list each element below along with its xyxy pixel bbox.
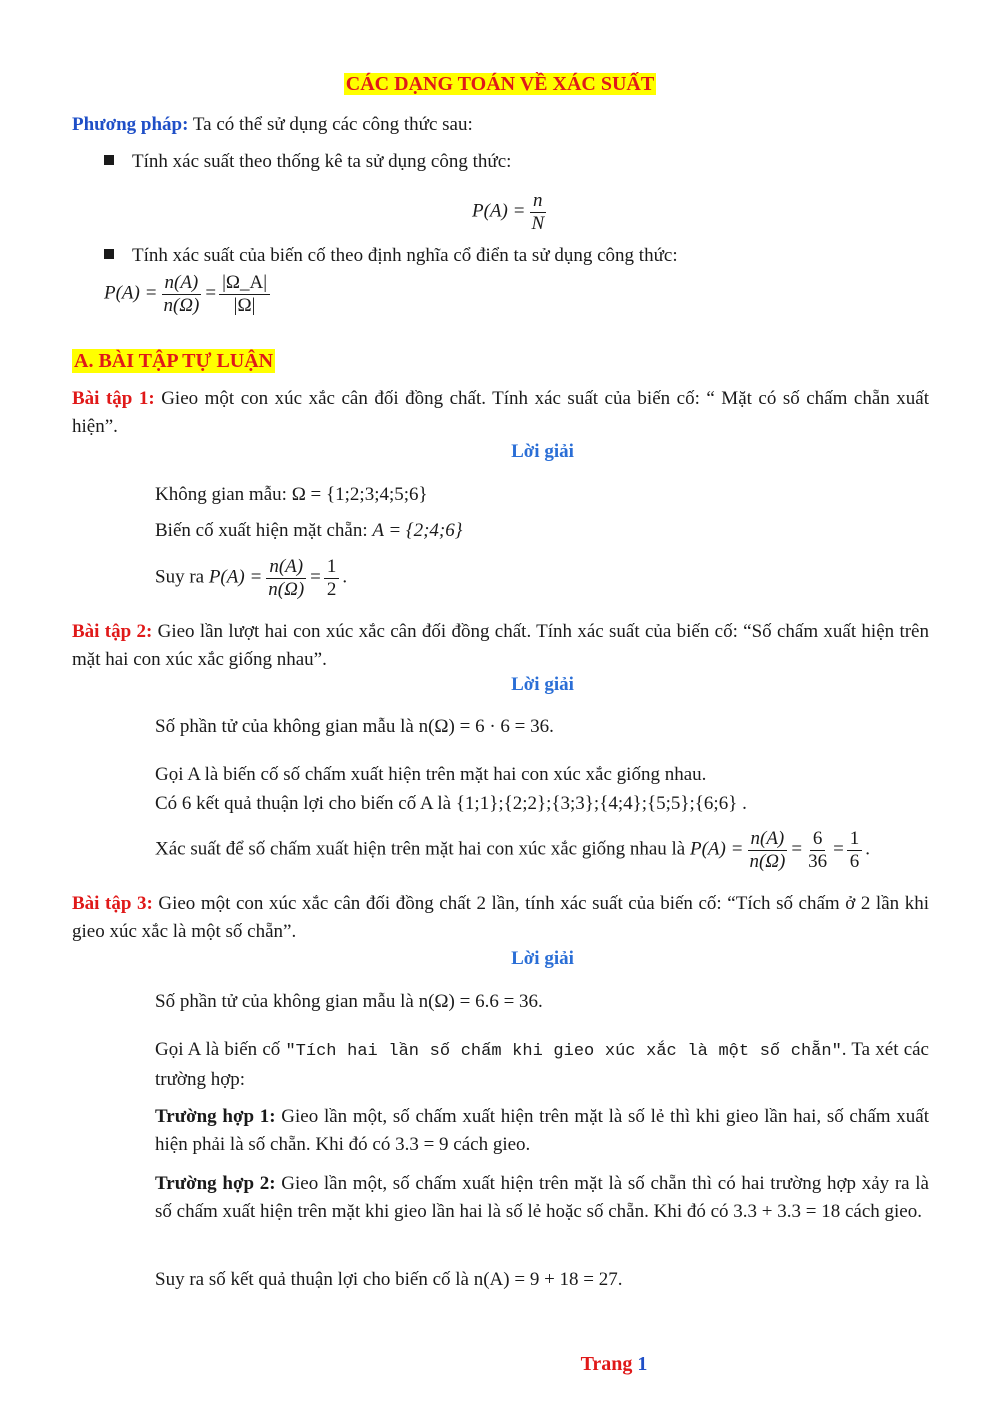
ex1-line-1-math: Ω = {1;2;3;4;5;6} (291, 484, 428, 505)
bullet-square-icon (104, 155, 114, 165)
formula-2-frac-2 (219, 272, 270, 317)
ex2-line-1-math: n(Ω) = 6 · 6 = 36. (418, 716, 554, 737)
ex2-text: Gieo lần lượt hai con xúc xắc cân đối đồng chất. Tính xác suất của biến cố: “Số chấm xuất hiện trên mặt hai con xúc xắc giống nhau”. (72, 621, 929, 670)
ex2-eq-2: = (833, 838, 844, 860)
ex3-line-2 (155, 1036, 929, 1094)
ex3-line-2-a: Gọi A là biến cố (155, 1039, 286, 1060)
ex1-line-3-text: Suy ra (155, 566, 209, 588)
ex1-solution-heading: Lời giải (511, 441, 574, 462)
ex2-line-1-text: Số phần tử của không gian mẫu là (155, 716, 419, 737)
ex1-line-2-text: Biến cố xuất hiện mặt chẵn: (155, 520, 373, 541)
ex3-line-last-math: n(A) = 9 + 18 = 27. (473, 1269, 623, 1290)
method-text: Ta có thể sử dụng các công thức sau: (188, 114, 473, 135)
ex3-line-1-text: Số phần tử của không gian mẫu là (155, 991, 419, 1012)
ex2-line-4 (155, 828, 870, 873)
ex2-line-3-text: Có 6 kết quả thuận lợi cho biến cố A là (155, 793, 456, 814)
ex3-line-1 (155, 991, 543, 1014)
formula-1-lhs: P(A) = (472, 200, 526, 222)
ex2-frac-3 (847, 828, 863, 873)
footer-page-number: 1 (637, 1353, 648, 1375)
ex1-text: Gieo một con xúc xắc cân đối đồng chất. Tính xác suất của biến cố: “ Mặt có số chấm chẵn xuất hiện”. (72, 388, 929, 437)
footer-label: Trang (580, 1353, 633, 1375)
bullet-2-text: Tính xác suất của biến cố theo định nghĩa cổ điển ta sử dụng công thức: (132, 245, 678, 266)
bullet-1-text: Tính xác suất theo thống kê ta sử dụng công thức: (132, 151, 512, 172)
formula-1 (472, 190, 550, 235)
ex2-statement (72, 618, 929, 674)
formula-2-den-1: n(Ω) (163, 294, 200, 316)
ex2-frac-1-num: n(A) (748, 828, 788, 851)
ex2-line-4-text: Xác suất để số chấm xuất hiện trên mặt hai con xúc xắc giống nhau là (155, 838, 690, 860)
formula-2-lhs: P(A) = (104, 282, 158, 304)
ex2-line-4-lhs: P(A) = (690, 838, 744, 860)
ex3-case-2-text: Gieo lần một, số chấm xuất hiện trên mặt là số chẵn thì có hai trường hợp xảy ra là số chấm xuất hiện trên mặt khi gieo lần hai là số lẻ hoặc số chẵn. Khi đó có 3.3 + 3.3 = 18 cách gieo. (155, 1173, 929, 1222)
ex1-label: Bài tập 1: (72, 388, 155, 409)
ex3-solution-heading: Lời giải (511, 948, 574, 969)
ex1-line-1-text: Không gian mẫu: (155, 484, 292, 505)
ex2-line-2: Gọi A là biến cố số chấm xuất hiện trên mặt hai con xúc xắc giống nhau. (155, 764, 707, 785)
ex2-solution-heading: Lời giải (511, 674, 574, 695)
ex3-case-2-label: Trường hợp 2: (155, 1173, 276, 1194)
ex3-line-last-text: Suy ra số kết quả thuận lợi cho biến cố là (155, 1269, 474, 1290)
ex1-line-1 (155, 484, 428, 507)
ex1-statement (72, 385, 929, 441)
ex2-frac-2-num: 6 (810, 828, 826, 851)
formula-2 (104, 272, 273, 317)
ex3-case-1-label: Trường hợp 1: (155, 1106, 276, 1127)
ex1-line-3-eq: = (310, 566, 321, 588)
formula-1-num: n (530, 190, 546, 213)
ex1-frac-1-den: n(Ω) (268, 578, 305, 600)
ex1-line-2-math: A = {2;4;6} (372, 520, 463, 541)
bullet-2 (104, 245, 678, 268)
formula-2-frac-1 (160, 272, 202, 317)
ex2-line-3 (155, 793, 747, 816)
ex2-label: Bài tập 2: (72, 621, 153, 642)
ex3-line-1-math: n(Ω) = 6.6 = 36. (418, 991, 543, 1012)
formula-1-den: N (531, 212, 545, 234)
section-a-heading: A. BÀI TẬP TỰ LUẬN (74, 350, 274, 372)
ex2-frac-1-den: n(Ω) (749, 850, 786, 872)
formula-2-num-1: n(A) (162, 272, 202, 295)
ex1-line-3-lhs: P(A) = (208, 566, 263, 588)
ex1-frac-1 (265, 556, 307, 601)
ex2-line-3-math: {1;1};{2;2};{3;3};{4;4};{5;5};{6;6} . (455, 793, 747, 814)
ex3-statement (72, 890, 929, 946)
ex2-line-4-end: . (865, 838, 871, 860)
ex1-line-2 (155, 520, 462, 543)
ex2-frac-2 (805, 828, 830, 873)
ex2-frac-1 (746, 828, 788, 873)
page-title (0, 72, 1000, 97)
ex1-line-3-end: . (342, 566, 348, 588)
method-line (72, 114, 473, 137)
ex3-label: Bài tập 3: (72, 893, 153, 914)
ex1-frac-1-num: n(A) (266, 556, 306, 579)
formula-2-den-2: |Ω| (233, 294, 256, 316)
ex1-frac-2 (324, 556, 340, 601)
bullet-square-icon (104, 249, 114, 259)
ex2-frac-2-den: 36 (808, 850, 828, 872)
ex3-text: Gieo một con xúc xắc cân đối đồng chất 2 lần, tính xác suất của biến cố: “Tích số chấm ở 2 lần khi gieo xúc xắc là một số chẵn”. (72, 893, 929, 942)
formula-2-num-2: |Ω_A| (219, 272, 270, 295)
ex1-line-3 (155, 556, 347, 601)
ex3-line-last (155, 1269, 623, 1292)
ex2-frac-3-num: 1 (847, 828, 863, 851)
method-label: Phương pháp: (72, 114, 189, 135)
ex2-frac-3-den: 6 (849, 850, 860, 872)
ex3-line-2-b: . Ta xét các trường hợp: (155, 1039, 929, 1090)
ex3-case-1 (155, 1103, 929, 1159)
formula-1-fraction (528, 190, 547, 235)
title-text: CÁC DẠNG TOÁN VỀ XÁC SUẤT (345, 73, 655, 95)
ex2-eq-1: = (791, 838, 803, 860)
formula-2-eq: = (205, 282, 217, 304)
bullet-1 (104, 151, 511, 174)
ex3-line-2-quote: "Tích hai lần số chấm khi gieo xúc xắc là một số chẵn" (285, 1042, 842, 1061)
ex2-line-1 (155, 716, 554, 739)
ex3-case-1-text: Gieo lần một, số chấm xuất hiện trên mặt là số lẻ thì khi gieo lần hai, số chấm xuất hiện phải là số chẵn. Khi đó có 3.3 = 9 cách gieo. (155, 1106, 929, 1155)
ex1-frac-2-den: 2 (326, 578, 337, 600)
page-footer (0, 1352, 1000, 1376)
ex1-frac-2-num: 1 (324, 556, 340, 579)
ex3-case-2 (155, 1170, 929, 1226)
